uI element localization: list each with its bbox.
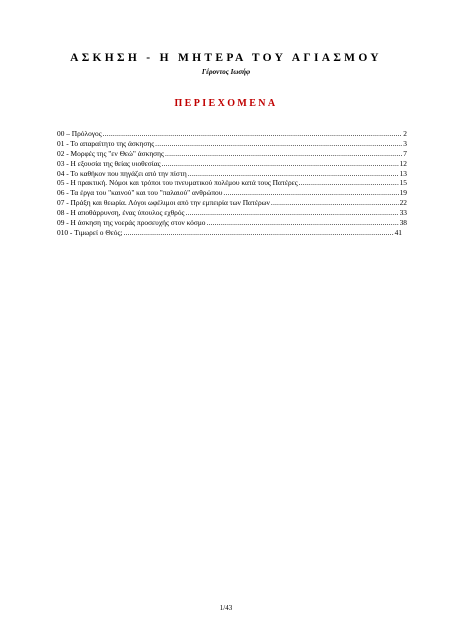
toc-entry-title: 06 - Τα έργα του "καινού" και του "παλαιού" ανθρώπου <box>57 188 223 198</box>
toc-dot-leader <box>186 208 399 218</box>
document-author: Γέροντος Ιωσήφ <box>201 68 251 76</box>
toc-entry-page: 22 <box>399 198 407 208</box>
table-of-contents <box>57 129 407 238</box>
toc-entry-page: 38 <box>399 218 407 228</box>
toc-dot-leader <box>223 188 398 198</box>
toc-entry[interactable] <box>57 169 407 179</box>
toc-entry-page: 33 <box>399 208 407 218</box>
toc-entry-title: 02 - Μορφές της "εν Θεώ" άσκησης <box>57 148 164 158</box>
toc-entry-page: 13 <box>399 168 407 178</box>
toc-dot-leader <box>206 218 398 228</box>
toc-entry-title: 08 - Η αποθάρρυνση, ένας ύπουλος εχθρός <box>57 208 185 218</box>
toc-entry[interactable] <box>57 129 407 139</box>
toc-dot-leader <box>271 198 399 208</box>
toc-entry[interactable] <box>57 198 407 208</box>
toc-entry-title: 07 - Πράξη και θεωρία. Λόγοι ωφέλιμοι από την εμπειρία των Πατέρων <box>57 198 270 208</box>
toc-entry[interactable] <box>57 208 407 218</box>
toc-dot-leader <box>188 169 399 179</box>
toc-dot-leader <box>103 129 403 139</box>
toc-entry-page: 7 <box>403 148 407 158</box>
toc-entry-page: 41 <box>394 227 402 237</box>
toc-entry[interactable] <box>57 159 407 169</box>
toc-dot-leader <box>155 139 402 149</box>
page-number: 1/43 <box>219 604 233 612</box>
toc-dot-leader <box>123 228 393 238</box>
toc-dot-leader <box>165 149 402 159</box>
toc-entry[interactable] <box>57 149 407 159</box>
toc-entry-page: 3 <box>403 138 407 148</box>
toc-entry-title: 010 - Τιμωρεί ο Θεός; <box>57 227 123 237</box>
toc-heading: ΠΕΡΙΕΧΟΜΕΝΑ <box>174 98 278 109</box>
toc-entry-title: 01 - Το απαραίτητο της άσκησης <box>57 138 155 148</box>
toc-entry-title: 00 – Πρόλογος <box>57 129 102 138</box>
toc-entry-title: 03 - Η εξουσία της θείας υιοθεσίας <box>57 158 161 168</box>
toc-entry-title: 09 - Η άσκηση της νοεράς προσευχής στον κόσμο <box>57 218 206 228</box>
document-title: ΑΣΚΗΣΗ - Η ΜΗΤΕΡΑ ΤΟΥ ΑΓΙΑΣΜΟΥ <box>70 52 382 64</box>
toc-entry[interactable] <box>57 139 407 149</box>
toc-dot-leader <box>162 159 399 169</box>
toc-entry-page: 12 <box>399 158 407 168</box>
toc-entry-page: 15 <box>399 178 407 188</box>
toc-entry[interactable] <box>57 178 407 188</box>
toc-dot-leader <box>299 178 399 188</box>
toc-entry-page: 19 <box>399 188 407 198</box>
toc-entry-title: 05 - Η πρακτική. Νόμοι και τρόποι του πνευματικού πολέμου κατά τους Πατέρες <box>57 178 298 188</box>
toc-entry-title: 04 - Το καθήκον που πηγάζει από την πίστη <box>57 168 187 178</box>
toc-entry[interactable] <box>57 188 407 198</box>
toc-entry[interactable] <box>57 218 407 228</box>
toc-entry[interactable] <box>57 228 402 238</box>
toc-entry-page: 2 <box>403 129 407 138</box>
